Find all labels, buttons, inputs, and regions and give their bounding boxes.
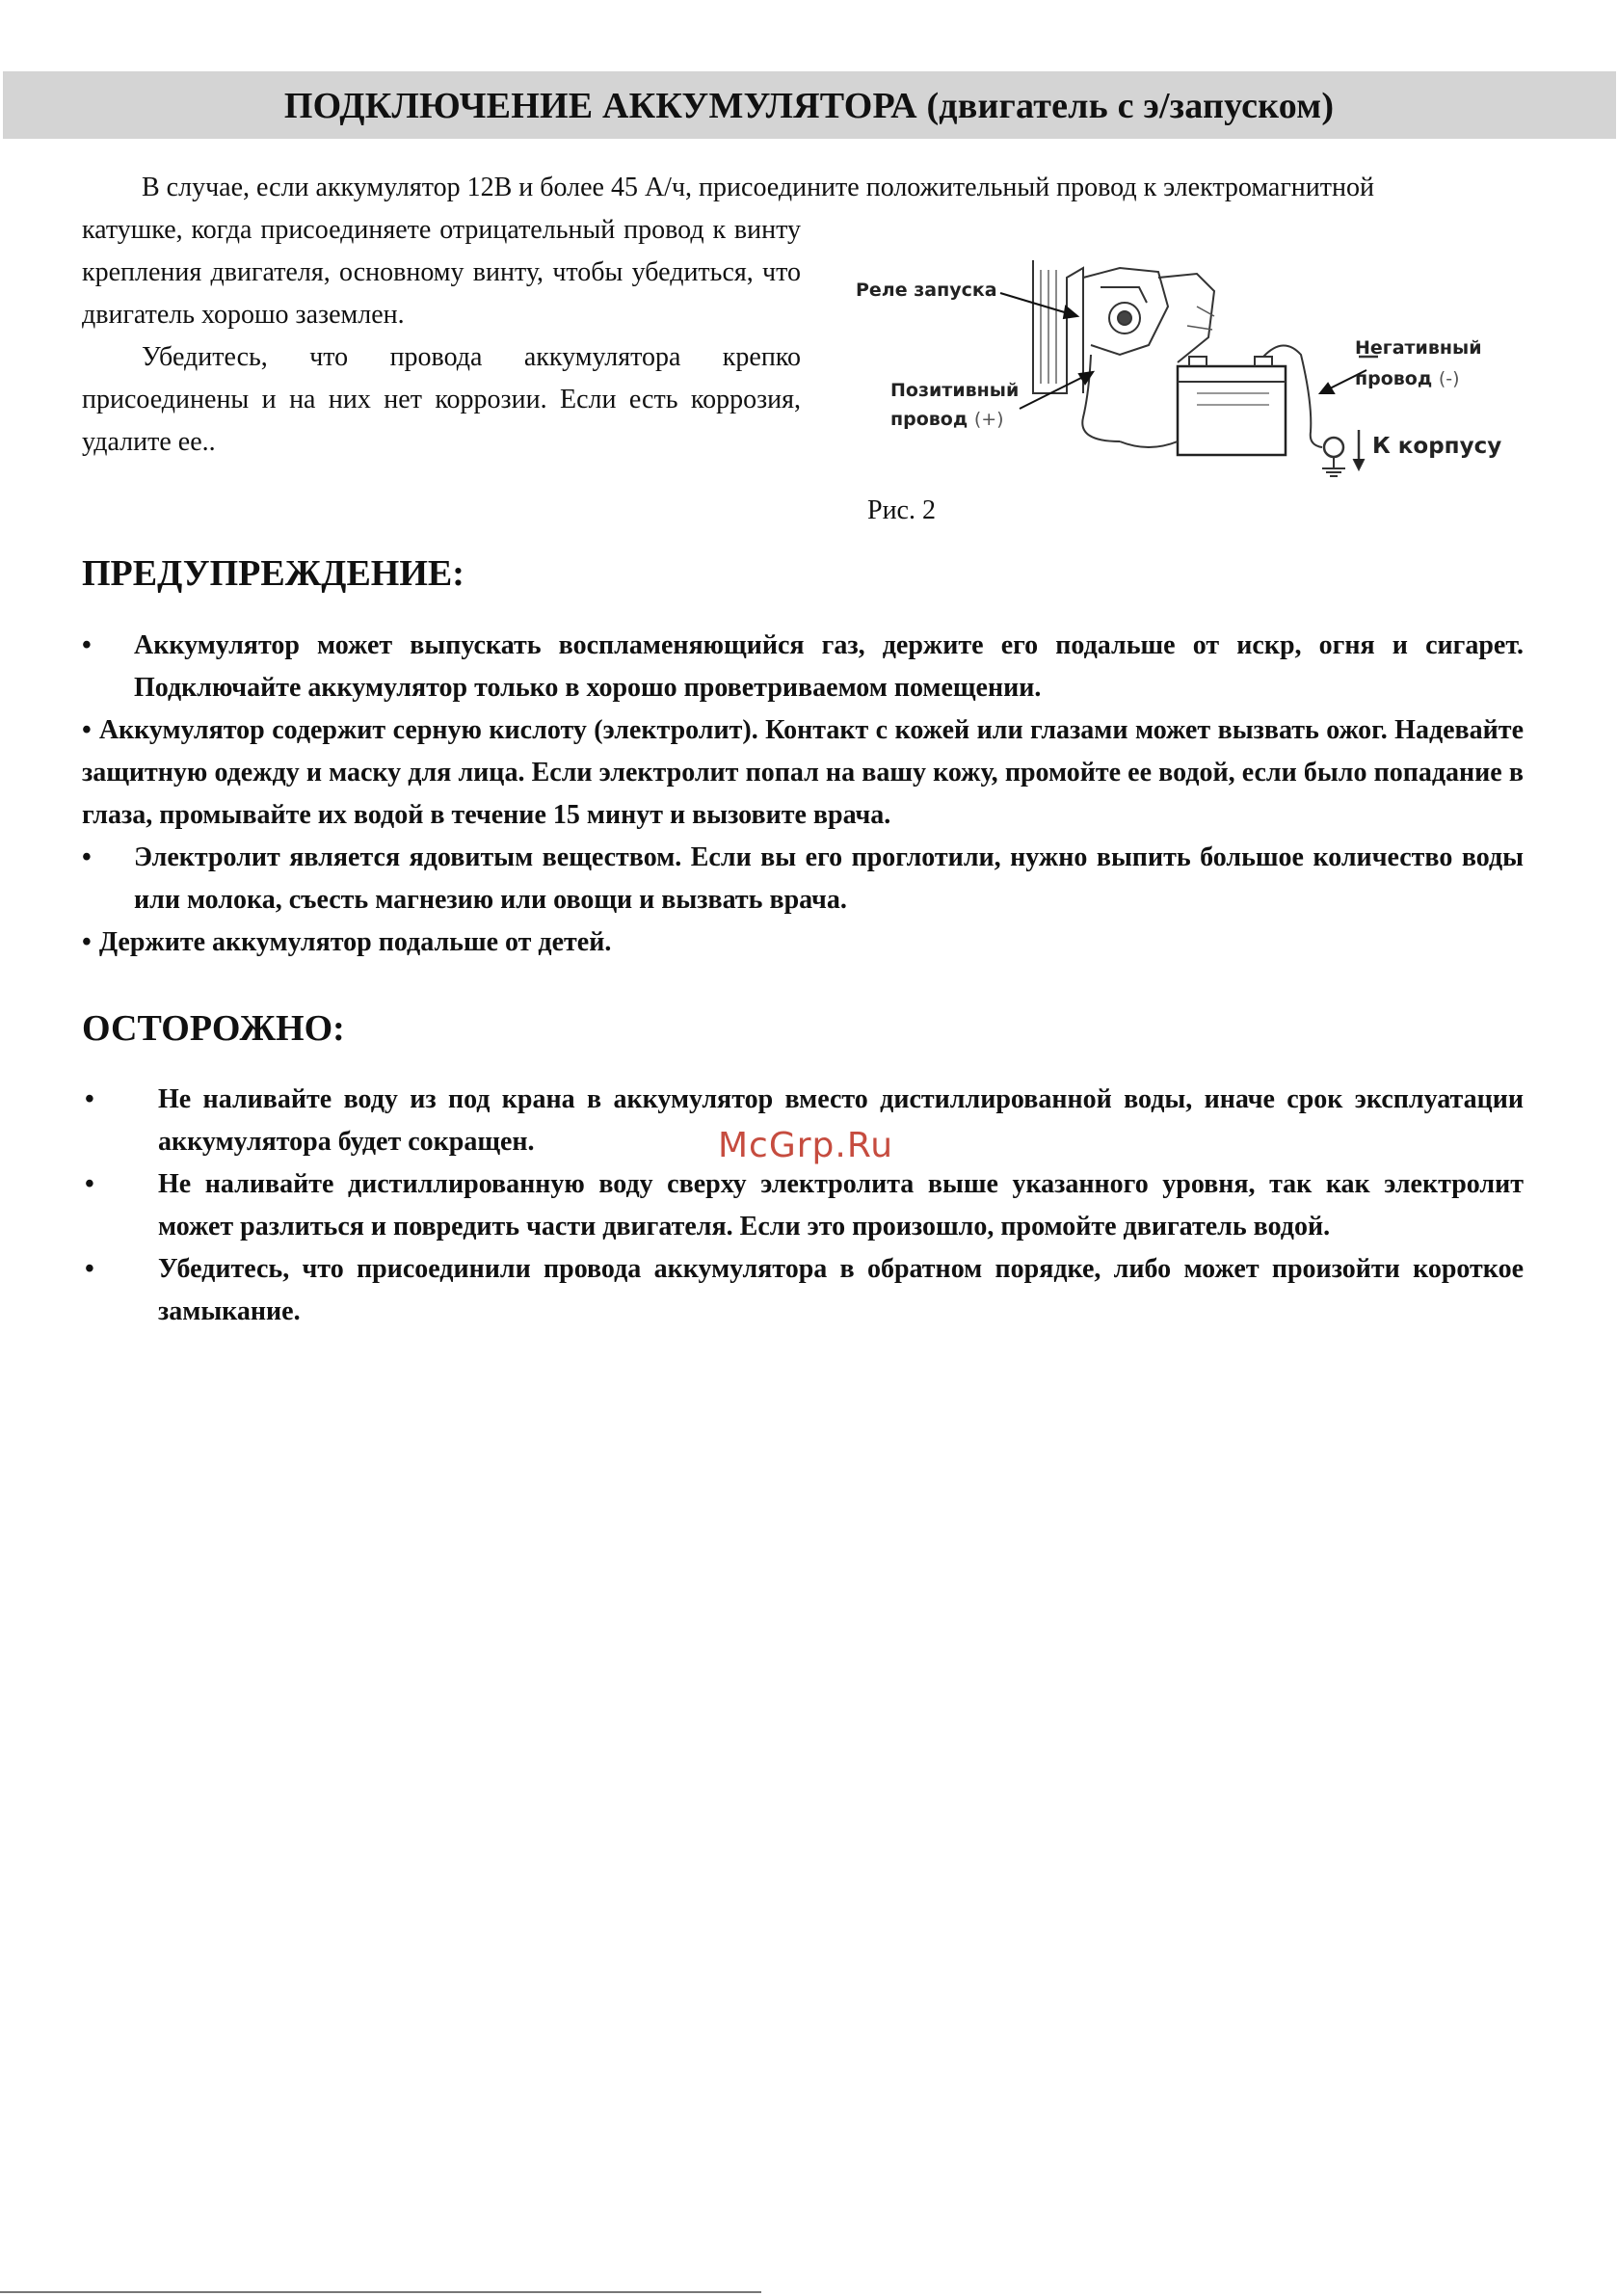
caution-item-text: Не наливайте дистиллированную воду сверху электролита выше указанного уровня, так как электролит может разлиться и повредить части двигателя. Если это произошло, промойте двигатель водой. (158, 1169, 1524, 1241)
warning-item (82, 837, 1524, 921)
footer-divider (0, 2291, 761, 2293)
warning-heading: ПРЕДУПРЕЖДЕНИЕ: (82, 553, 464, 594)
label-positive-sign: (+) (973, 409, 1004, 430)
bullet: • (82, 715, 92, 745)
bullet: • (85, 1254, 94, 1284)
intro-first-line: В случае, если аккумулятор 12В и более 45 А/ч, присоедините положительный провод к электромагнитной (142, 173, 1374, 202)
bullet: • (82, 842, 92, 872)
warning-item-text: Электролит является ядовитым веществом. Если вы его проглотили, нужно выпить большое количество воды или молока, съесть магнезию или овощи и вызвать врача. (134, 842, 1524, 915)
caution-heading: ОСТОРОЖНО: (82, 1008, 345, 1049)
bullet: • (82, 927, 92, 957)
label-negative-sign: (-) (1438, 368, 1460, 389)
intro-text (82, 209, 801, 464)
label-ground: К корпусу (1372, 434, 1502, 459)
label-positive-wire-line2 (890, 409, 1004, 430)
page-title: ПОДКЛЮЧЕНИЕ АККУМУЛЯТОРА (двигатель с э/запуском) (283, 86, 1335, 126)
warning-item (82, 625, 1524, 709)
caution-list (82, 1079, 1524, 1333)
warning-item-text: Держите аккумулятор подальше от детей. (98, 927, 612, 957)
caution-item-text: Убедитесь, что присоединили провода аккумулятора в обратном порядке, либо может произойти короткое замыкание. (158, 1254, 1524, 1326)
caution-item (82, 1248, 1524, 1333)
warning-item-text: Аккумулятор содержит серную кислоту (электролит). Контакт с кожей или глазами может вызвать ожог. Надевайте защитную одежду и маску для лица. Если электролит попал на вашу кожу, промойте ее водой, если было попадание в глаза, промывайте их водой в течение 15 минут и вызовите врача. (82, 715, 1524, 830)
caution-item (82, 1163, 1524, 1248)
label-positive-wire: Позитивный (890, 380, 1020, 401)
label-positive-word: провод (890, 409, 968, 430)
watermark: McGrp.Ru (718, 1126, 894, 1165)
warning-item (82, 921, 1524, 964)
caution-item-text: Не наливайте воду из под крана в аккумулятор вместо дистиллированной воды, иначе срок эксплуатации аккумулятора будет сокращен. (158, 1084, 1524, 1157)
label-starter-relay: Реле запуска (856, 280, 997, 301)
warning-item-text: Аккумулятор может выпускать воспламеняющийся газ, держите его подальше от искр, огня и сигарет. Подключайте аккумулятор только в хорошо проветриваемом помещении. (134, 630, 1524, 703)
bullet: • (82, 630, 92, 660)
label-negative-word: провод (1355, 368, 1433, 389)
intro-paragraph-1: катушке, когда присоединяете отрицательный провод к винту крепления двигателя, основному винту, чтобы убедиться, что двигатель хорошо заземлен. (82, 215, 801, 330)
label-negative-wire: Негативный (1355, 337, 1482, 359)
bullet: • (85, 1169, 94, 1199)
bullet: • (85, 1084, 94, 1114)
warning-list (82, 625, 1524, 964)
warning-item (82, 709, 1524, 837)
figure-caption: Рис. 2 (867, 495, 936, 525)
battery-connection-figure (831, 249, 1525, 480)
label-negative-wire-line2 (1355, 368, 1460, 389)
intro-paragraph-2: Убедитесь, что провода аккумулятора крепко присоединены и на них нет коррозии. Если есть коррозия, удалите ее.. (82, 342, 801, 457)
